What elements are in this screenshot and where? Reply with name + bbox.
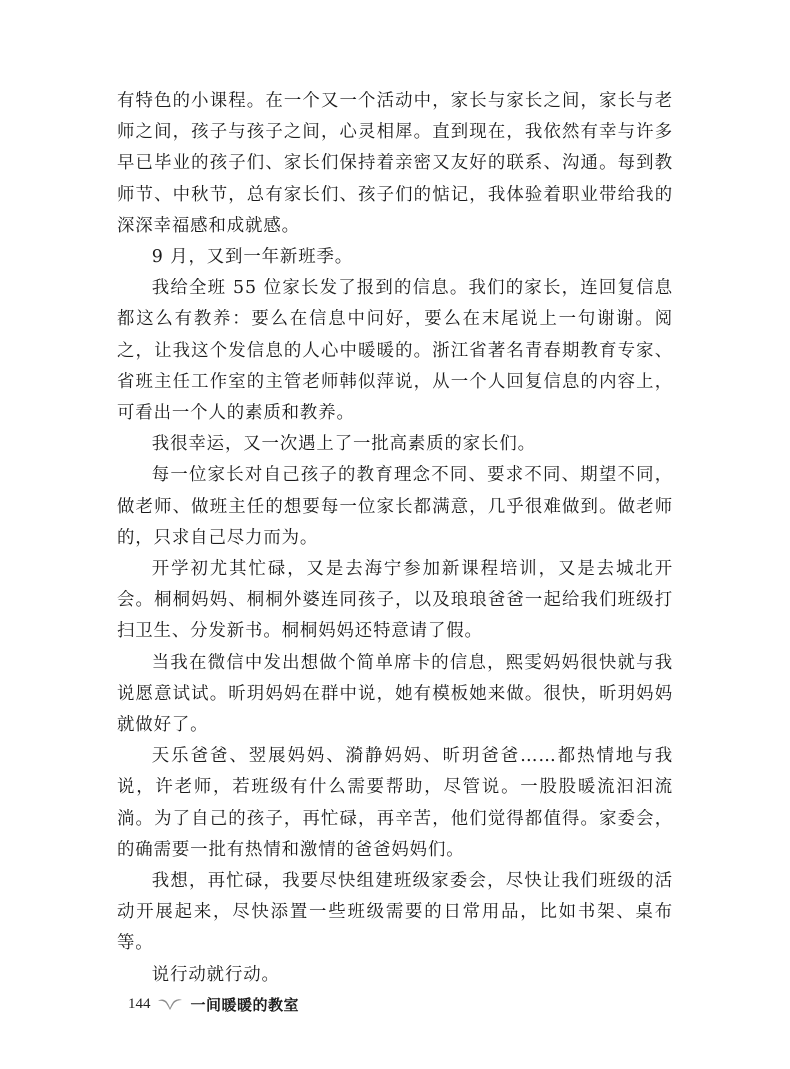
paragraph-6: 开学初尤其忙碌，又是去海宁参加新课程培训，又是去城北开会。桐桐妈妈、桐桐外婆连同孩子，以及琅琅爸爸一起给我们班级打扫卫生、分发新书。桐桐妈妈还特意请了假。 <box>117 559 673 642</box>
paragraph-3: 我给全班 55 位家长发了报到的信息。我们的家长，连回复信息都这么有教养：要么在信息中问好，要么在末尾说上一句谢谢。阅之，让我这个发信息的人心中暖暖的。浙江省著名青春期教育专家、省班主任工作室的主管老师韩似萍说，从一个人回复信息的内容上，可看出一个人的素质和教养。 <box>117 278 673 424</box>
paragraph-2: 9 月，又到一年新班季。 <box>151 247 354 268</box>
page-number: 144 <box>128 995 151 1012</box>
paragraph-7: 当我在微信中发出想做个简单席卡的信息，熙雯妈妈很快就与我说愿意试试。昕玥妈妈在群中说，她有模板她来做。很快，昕玥妈妈就做好了。 <box>117 652 673 736</box>
paragraph-1: 有特色的小课程。在一个又一个活动中，家长与家长之间，家长与老师之间，孩子与孩子之间，心灵相犀。直到现在，我依然有幸与许多早已毕业的孩子们、家长们保持着亲密又友好的联系、沟通。每到教师节、中秋节，总有家长们、孩子们的惦记，我体验着职业带给我的深深幸福感和成就感。 <box>117 91 673 236</box>
paragraph-9: 我想，再忙碌，我要尽快组建班级家委会，尽快让我们班级的活动开展起来，尽快添置一些班级需要的日常用品，比如书架、桌布等。 <box>117 871 673 954</box>
paragraph-5: 每一位家长对自己孩子的教育理念不同、要求不同、期望不同，做老师、做班主任的想要每一位家长都满意，几乎很难做到。做老师的，只求自己尽力而为。 <box>117 465 673 548</box>
paragraph-8: 天乐爸爸、翌展妈妈、漪静妈妈、昕玥爸爸……都热情地与我说，许老师，若班级有什么需要帮助，尽管说。一股股暖流汩汩流淌。为了自己的孩子，再忙碌，再辛苦，他们觉得都值得。家委会，的确需要一批有热情和激情的爸爸妈妈们。 <box>117 746 673 860</box>
paragraph-4: 我很幸运，又一次遇上了一批高素质的家长们。 <box>151 434 536 455</box>
page-footer <box>128 992 299 1016</box>
page-body <box>117 86 673 991</box>
wing-ornament-icon <box>157 997 183 1011</box>
book-title: 一间暖暖的教室 <box>190 995 300 1014</box>
paragraph-10: 说行动就行动。 <box>151 964 280 985</box>
